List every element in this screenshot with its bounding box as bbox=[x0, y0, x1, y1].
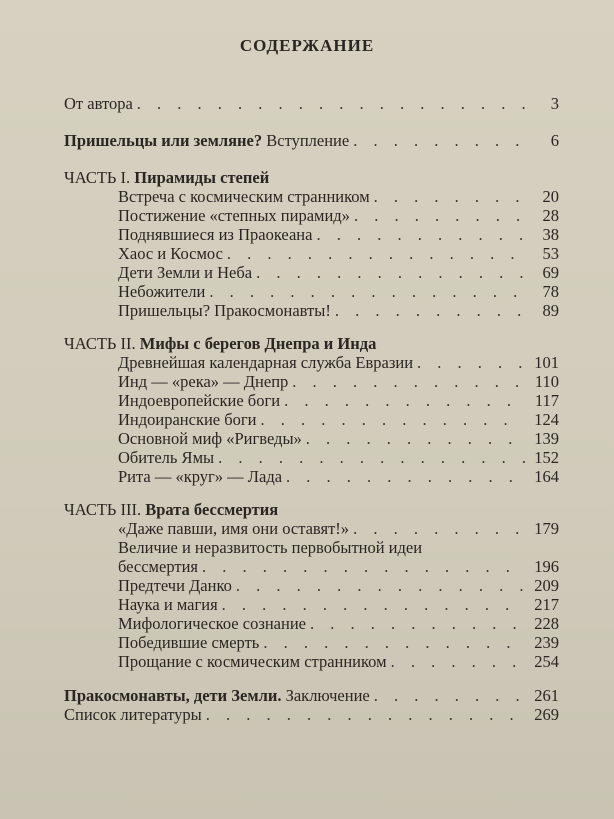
toc-label: Индоевропейские боги bbox=[118, 391, 281, 410]
toc-label: Инд — «река» — Днепр bbox=[118, 372, 289, 391]
part-name: Мифы с берегов Днепра и Инда bbox=[139, 334, 377, 353]
part-name: Пирамиды степей bbox=[134, 168, 270, 187]
page-number: 239 bbox=[534, 633, 559, 652]
toc-label: Постижение «степных пирамид» bbox=[118, 206, 350, 225]
page-number: 89 bbox=[542, 301, 559, 320]
page-number: 179 bbox=[534, 519, 559, 538]
toc-entry bbox=[118, 448, 559, 467]
leader-dots bbox=[222, 595, 525, 614]
leader-dots bbox=[137, 94, 525, 113]
toc-entry bbox=[118, 187, 559, 206]
page-number: 261 bbox=[534, 686, 559, 705]
toc-label: Поднявшиеся из Праокеана bbox=[118, 225, 313, 244]
toc-label: Наука и магия bbox=[118, 595, 218, 614]
toc-entry bbox=[118, 633, 559, 652]
toc-label: бессмертия bbox=[118, 557, 198, 576]
toc-label-rest: Вступление bbox=[262, 131, 350, 150]
toc-entry bbox=[118, 372, 559, 391]
toc-label: Победившие смерть bbox=[118, 633, 260, 652]
toc-label-bold: Пришельцы или земляне? bbox=[64, 131, 263, 150]
toc-entry bbox=[118, 263, 559, 282]
leader-dots bbox=[284, 391, 525, 410]
leader-dots bbox=[374, 686, 525, 705]
toc-label: Пришельцы? Пракосмонавты! bbox=[118, 301, 331, 320]
toc-label: Мифологическое сознание bbox=[118, 614, 306, 633]
leader-dots bbox=[209, 282, 525, 301]
toc-entry bbox=[118, 282, 559, 301]
part-heading bbox=[64, 500, 278, 519]
toc-label: Небожители bbox=[118, 282, 206, 301]
page-number: 124 bbox=[534, 410, 559, 429]
toc-label: Предтечи Данко bbox=[118, 576, 232, 595]
toc-entry bbox=[64, 94, 559, 113]
toc-entry bbox=[64, 131, 559, 150]
page-number: 69 bbox=[542, 263, 559, 282]
toc-label-line: Величие и неразвитость первобытной идеи bbox=[118, 538, 423, 557]
leader-dots bbox=[391, 652, 525, 671]
page-number: 228 bbox=[534, 614, 559, 633]
page-number: 20 bbox=[542, 187, 559, 206]
leader-dots bbox=[261, 410, 526, 429]
leader-dots bbox=[202, 557, 525, 576]
toc-label-bold: Пракосмонавты, дети Земли. bbox=[64, 686, 282, 705]
toc-entry bbox=[118, 391, 559, 410]
toc-label: Рита — «круг» — Лада bbox=[118, 467, 283, 486]
leader-dots bbox=[417, 353, 525, 372]
page-number: 209 bbox=[534, 576, 559, 595]
page-number: 110 bbox=[534, 372, 559, 391]
toc-label: Древнейшая календарная служба Евразии bbox=[118, 353, 414, 372]
page-number: 117 bbox=[534, 391, 559, 410]
leader-dots bbox=[206, 705, 525, 724]
leader-dots bbox=[353, 131, 525, 150]
toc-label: Обитель Ямы bbox=[118, 448, 215, 467]
leader-dots bbox=[374, 187, 525, 206]
page-number: 38 bbox=[542, 225, 559, 244]
page-number: 101 bbox=[534, 353, 559, 372]
toc-entry bbox=[118, 595, 559, 614]
toc-entry bbox=[118, 206, 559, 225]
page-number: 3 bbox=[550, 94, 559, 113]
toc-entry bbox=[118, 652, 559, 671]
toc-entry bbox=[64, 686, 559, 705]
page-number: 196 bbox=[534, 557, 559, 576]
toc-entry bbox=[64, 705, 559, 724]
toc-label: Встреча с космическим странником bbox=[118, 187, 370, 206]
leader-dots bbox=[292, 372, 525, 391]
page-number: 152 bbox=[534, 448, 559, 467]
toc-entry bbox=[118, 244, 559, 263]
toc-label: Дети Земли и Неба bbox=[118, 263, 253, 282]
leader-dots bbox=[353, 519, 525, 538]
toc-entry bbox=[118, 429, 559, 448]
leader-dots bbox=[286, 467, 525, 486]
leader-dots bbox=[263, 633, 525, 652]
leader-dots bbox=[354, 206, 525, 225]
page-number: 164 bbox=[534, 467, 559, 486]
leader-dots bbox=[335, 301, 525, 320]
leader-dots bbox=[310, 614, 525, 633]
page-number: 217 bbox=[534, 595, 559, 614]
page-number: 6 bbox=[550, 131, 559, 150]
toc-label: Основной миф «Ригведы» bbox=[118, 429, 302, 448]
page-number: 53 bbox=[542, 244, 559, 263]
part-prefix: ЧАСТЬ III. bbox=[64, 500, 142, 519]
page-number: 254 bbox=[534, 652, 559, 671]
toc-entry bbox=[118, 557, 559, 576]
part-prefix: ЧАСТЬ I. bbox=[64, 168, 131, 187]
toc-label: От автора bbox=[64, 94, 133, 113]
toc-label bbox=[64, 131, 349, 150]
part-heading bbox=[64, 334, 376, 353]
leader-dots bbox=[218, 448, 525, 467]
page-number: 28 bbox=[542, 206, 559, 225]
page-number: 139 bbox=[534, 429, 559, 448]
toc-label-rest: Заключение bbox=[281, 686, 370, 705]
part-prefix: ЧАСТЬ II. bbox=[64, 334, 136, 353]
toc-label: Прощание с космическим странником bbox=[118, 652, 387, 671]
leader-dots bbox=[316, 225, 525, 244]
leader-dots bbox=[236, 576, 525, 595]
toc-label bbox=[64, 686, 370, 705]
page-title: СОДЕРЖАНИЕ bbox=[239, 36, 375, 55]
toc-entry bbox=[118, 467, 559, 486]
toc-entry bbox=[118, 353, 559, 372]
toc-label: Индоиранские боги bbox=[118, 410, 257, 429]
page-number: 78 bbox=[542, 282, 559, 301]
leader-dots bbox=[227, 244, 525, 263]
toc-entry bbox=[118, 519, 559, 538]
page-number: 269 bbox=[534, 705, 559, 724]
toc-label: Список литературы bbox=[64, 705, 202, 724]
leader-dots bbox=[256, 263, 525, 282]
toc-entry bbox=[118, 410, 559, 429]
toc-entry bbox=[118, 576, 559, 595]
toc-entry bbox=[118, 225, 559, 244]
part-name: Врата бессмертия bbox=[145, 500, 279, 519]
toc-label: «Даже павши, имя они оставят!» bbox=[118, 519, 350, 538]
leader-dots bbox=[306, 429, 525, 448]
toc-label: Хаос и Космос bbox=[118, 244, 223, 263]
toc-entry bbox=[118, 301, 559, 320]
part-heading bbox=[64, 168, 269, 187]
toc-entry bbox=[118, 614, 559, 633]
